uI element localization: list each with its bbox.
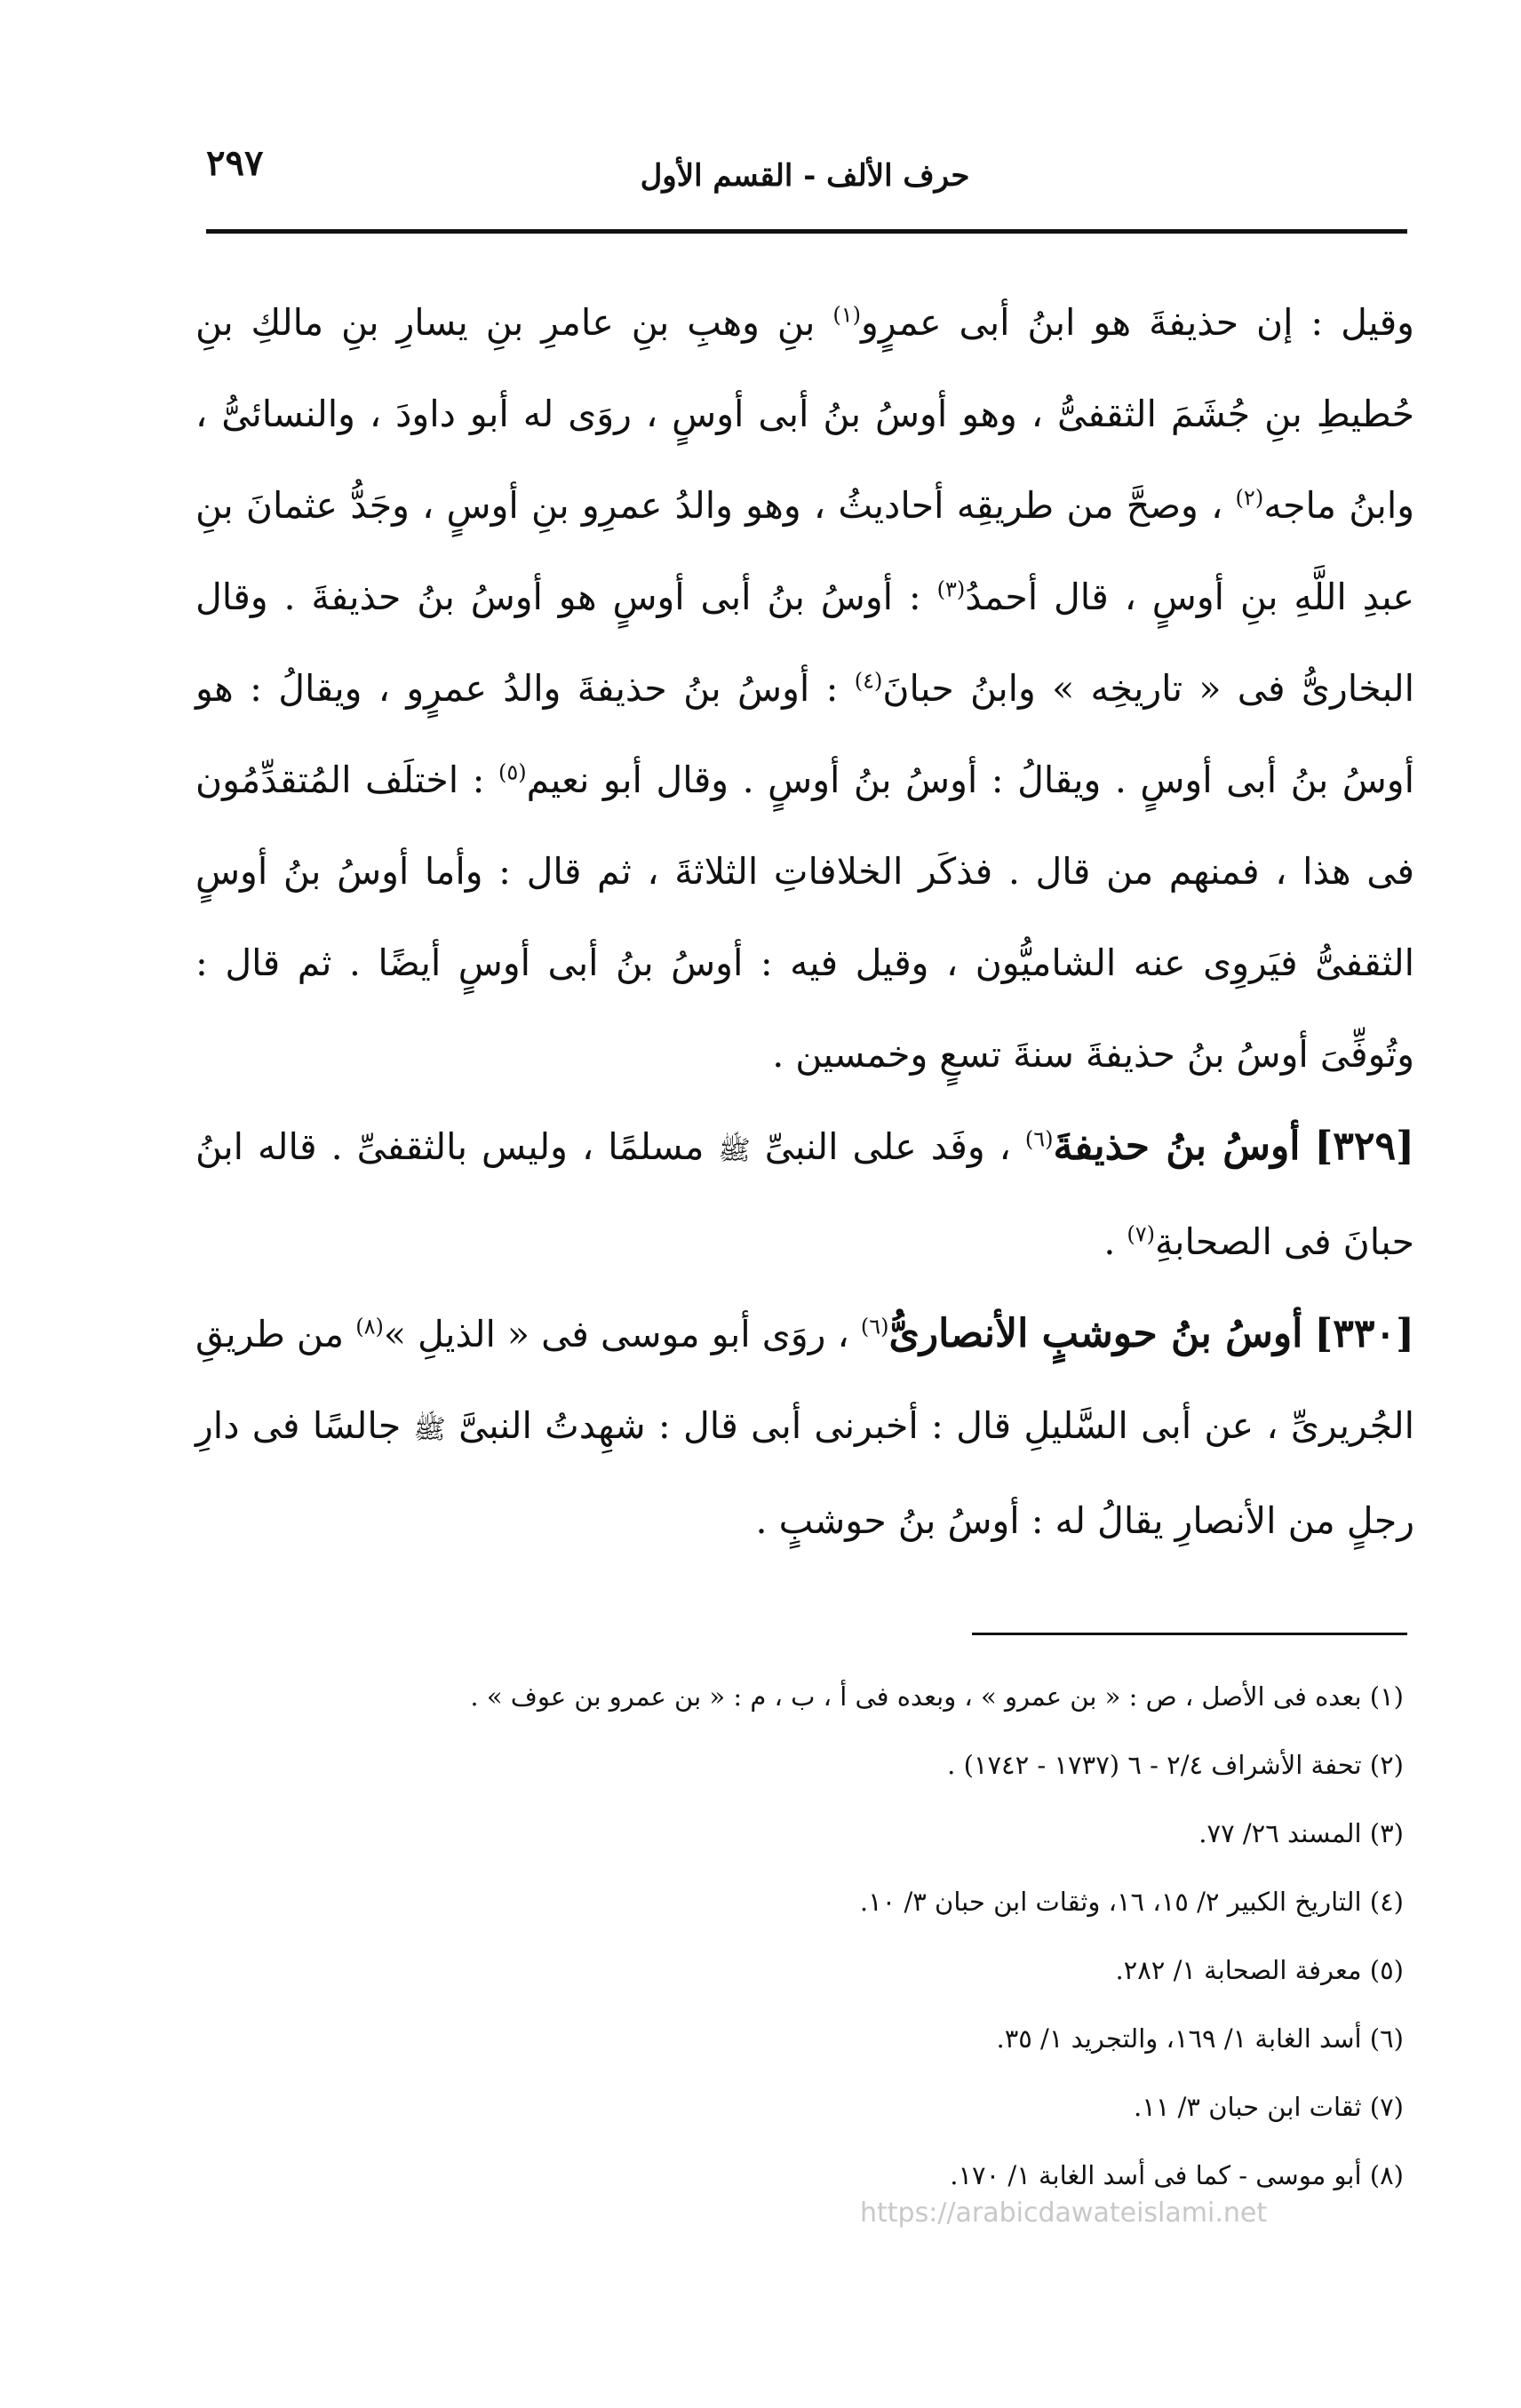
footnote-marker: (٦) <box>860 1314 889 1339</box>
text-run: وقيل : إن حذيفةَ هو ابنُ أبى عمرٍو <box>861 301 1414 344</box>
entry-329 <box>195 1101 1414 1288</box>
text-run: . <box>1103 1220 1127 1263</box>
footnote-4: (٤) التاريخ الكبير ٢/ ١٥، ١٦، وثقات ابن حبان ٣/ ١٠. <box>859 1887 1404 1917</box>
footnote-1: (١) بعده فى الأصل ، ص : « بن عمرو » ، وبعده فى أ ، ب ، م : « بن عمرو بن عوف » . <box>470 1681 1404 1712</box>
text-run: ، وصحَّ من طريقِه أحاديثُ ، وهو والدُ عمرِو بنِ أوسٍ ، وجَدُّ عثمانَ بنِ عبدِ اللَّهِ بنِ أوسٍ ، قال أحمدُ <box>195 484 1414 618</box>
running-title: حرف الألف - القسم الأول <box>640 158 970 194</box>
footnote-7: (٧) ثقات ابن حبان ٣/ ١١. <box>1134 2092 1404 2122</box>
footnote-marker: (١) <box>832 302 862 328</box>
entry-name: أوسُ بنُ حذيفةَ <box>1053 1124 1301 1169</box>
header-divider <box>206 229 1407 234</box>
footnote-marker: (٧) <box>1127 1221 1156 1247</box>
text-run: : اختلَف المُتقدِّمُون فى هذا ، فمنهم من قال . فذكَر الخلافاتِ الثلاثةَ ، ثم قال : وأما أوسُ بنُ أوسٍ الثقفىُّ فيَروِى عنه الشاميُّون ، وقيل فيه : أوسُ بنُ أبى أوسٍ أيضًا . ثم قال : وتُوفِّىَ أوسُ بنُ حذيفةَ سنةَ تسعٍ وخمسين . <box>195 759 1414 1076</box>
footnote-2: (٢) تحفة الأشراف ٢/٤ - ٦ (١٧٣٧ - ١٧٤٢) . <box>947 1750 1404 1780</box>
text-run: : أوسُ بنُ أبى أوسٍ هو أوسُ بنُ حذيفةَ . وقال البخارىُّ فى « تاريخِه » وابنُ حبانَ <box>195 576 1414 710</box>
text-run: : أوسُ بنُ حذيفةَ والدُ عمرٍو ، ويقالُ : هو أوسُ بنُ أبى أوسٍ . ويقالُ : أوسُ بنُ أوسٍ . وقال أبو نعيم <box>195 667 1414 801</box>
footnote-divider <box>972 1633 1407 1635</box>
entry-number: [٣٣٠] <box>1314 1311 1414 1356</box>
footnote-marker: (٨) <box>355 1314 384 1339</box>
text-run: جالسًا فى دارِ رجلٍ من الأنصارِ يقالُ له : أوسُ بنُ حوشبٍ . <box>195 1404 1414 1542</box>
footnote-6: (٦) أسد الغابة ١/ ١٦٩، والتجريد ١/ ٣٥. <box>996 2023 1404 2054</box>
page-number: ٢٩٧ <box>206 142 264 184</box>
text-run: مسلمًا ، وليس بالثقفىِّ . قاله ابنُ حبانَ فى الصحابةِ <box>195 1125 1414 1263</box>
paragraph-intro <box>195 277 1414 1101</box>
text-run: ، روَى أبو موسى فى « الذيلِ » <box>383 1313 861 1355</box>
entry-name: أوسُ بنُ حوشبٍ الأنصارىُّ <box>888 1311 1303 1356</box>
footnote-5: (٥) معرفة الصحابة ١/ ٢٨٢. <box>1115 1955 1404 1985</box>
text-run: من طريقِ الجُريرىِّ ، عن أبى السَّليلِ قال : أخبرنى أبى قال : شهِدتُ النبىَّ <box>195 1313 1414 1447</box>
text-run: ، وفَد على النبىِّ <box>750 1125 1025 1168</box>
text-run: بنِ وهبِ بنِ عامرِ بنِ يسارِ بنِ مالكِ بنِ حُطيطِ بنِ جُشَمَ الثقفىُّ ، وهو أوسُ بنُ أبى أوسٍ ، روَى له أبو داودَ ، والنسائىُّ ، وابنُ ماجه <box>195 301 1415 527</box>
footnote-marker: (٢) <box>1235 485 1264 511</box>
footnotes <box>206 1663 1404 2210</box>
entry-number: [٣٢٩] <box>1314 1124 1414 1169</box>
footnote-marker: (٣) <box>936 576 966 602</box>
footnote-marker: (٤) <box>854 668 883 694</box>
footnote-marker: (٦) <box>1024 1126 1054 1152</box>
page-header <box>206 133 1404 218</box>
entry-330 <box>195 1288 1414 1567</box>
salutation-glyph: ﷺ <box>718 1135 751 1166</box>
watermark-url: https://arabicdawateislami.net <box>860 2197 1268 2229</box>
footnote-marker: (٥) <box>498 759 527 785</box>
footnote-3: (٣) المسند ٢٦/ ٧٧. <box>1198 1818 1404 1848</box>
footnote-8: (٨) أبو موسى - كما فى أسد الغابة ١/ ١٧٠. <box>950 2160 1404 2190</box>
salutation-glyph: ﷺ <box>413 1414 446 1445</box>
main-text <box>195 277 1414 1567</box>
